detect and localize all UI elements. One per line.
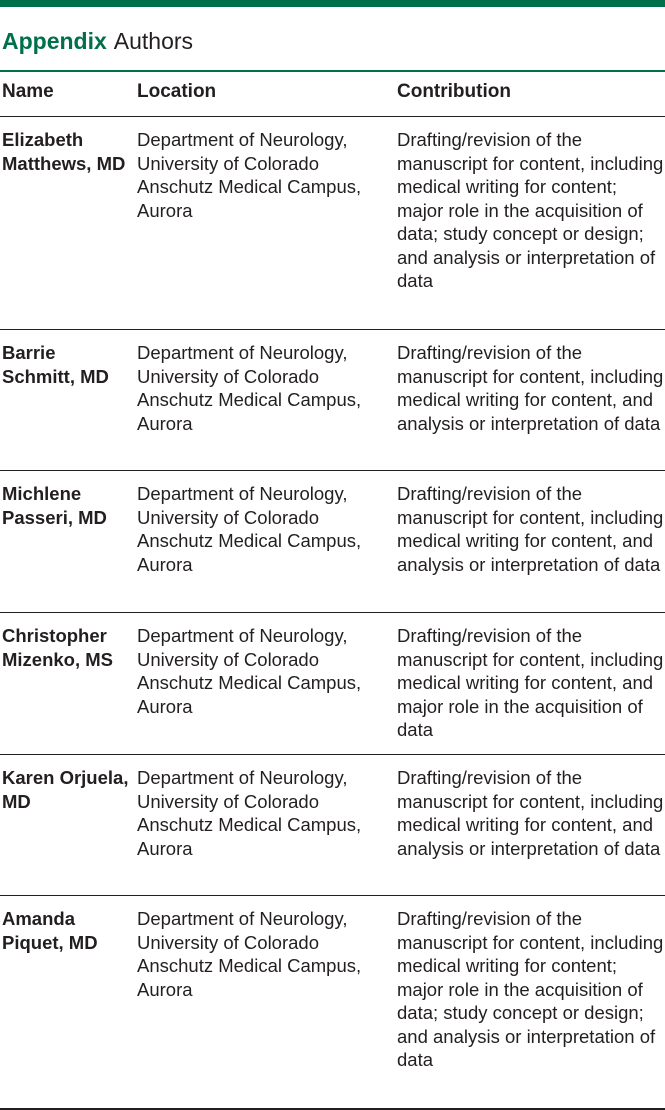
- author-location: Department of Neurology, University of Colorado Anschutz Medical Campus, Aurora: [137, 129, 362, 221]
- table-title: [2, 26, 193, 56]
- author-name: Michlene Passeri, MD: [2, 483, 107, 528]
- header-contribution: Contribution: [397, 81, 511, 102]
- author-contribution: Drafting/revision of the manuscript for content, including medical writing for content, and major role in the acquisition of data: [397, 625, 664, 740]
- title-label: Appendix: [2, 28, 107, 54]
- author-location: Department of Neurology, University of Colorado Anschutz Medical Campus, Aurora: [137, 908, 362, 1000]
- title-subtitle: Authors: [113, 28, 194, 54]
- table-row: [0, 330, 665, 471]
- author-contribution: Drafting/revision of the manuscript for content, including medical writing for content, and analysis or interpretation of data: [397, 767, 664, 859]
- table-header: [0, 72, 665, 116]
- author-name: Karen Orjuela, MD: [2, 767, 129, 812]
- table-row: [0, 117, 665, 330]
- author-contribution: Drafting/revision of the manuscript for content, including medical writing for content, and analysis or interpretation of data: [397, 342, 664, 434]
- author-location: Department of Neurology, University of Colorado Anschutz Medical Campus, Aurora: [137, 342, 362, 434]
- author-name: Barrie Schmitt, MD: [2, 342, 109, 387]
- author-contribution: Drafting/revision of the manuscript for content, including medical writing for content; major role in the acquisition of data; study concept or design; and analysis or interpretation of data: [397, 129, 664, 291]
- table-row: [0, 896, 665, 1110]
- table-row: [0, 471, 665, 613]
- author-name: Amanda Piquet, MD: [2, 908, 98, 953]
- header-name: Name: [2, 81, 54, 102]
- author-name: Elizabeth Matthews, MD: [2, 129, 126, 174]
- author-location: Department of Neurology, University of Colorado Anschutz Medical Campus, Aurora: [137, 625, 362, 717]
- author-location: Department of Neurology, University of Colorado Anschutz Medical Campus, Aurora: [137, 767, 362, 859]
- top-accent-bar: [0, 0, 665, 7]
- author-name: Christopher Mizenko, MS: [2, 625, 114, 670]
- table-row: [0, 755, 665, 896]
- author-contribution: Drafting/revision of the manuscript for content, including medical writing for content; major role in the acquisition of data; study concept or design; and analysis or interpretation of data: [397, 908, 664, 1070]
- author-contribution: Drafting/revision of the manuscript for content, including medical writing for content, and analysis or interpretation of data: [397, 483, 664, 575]
- author-location: Department of Neurology, University of Colorado Anschutz Medical Campus, Aurora: [137, 483, 362, 575]
- header-location: Location: [137, 81, 217, 102]
- table-row: [0, 613, 665, 755]
